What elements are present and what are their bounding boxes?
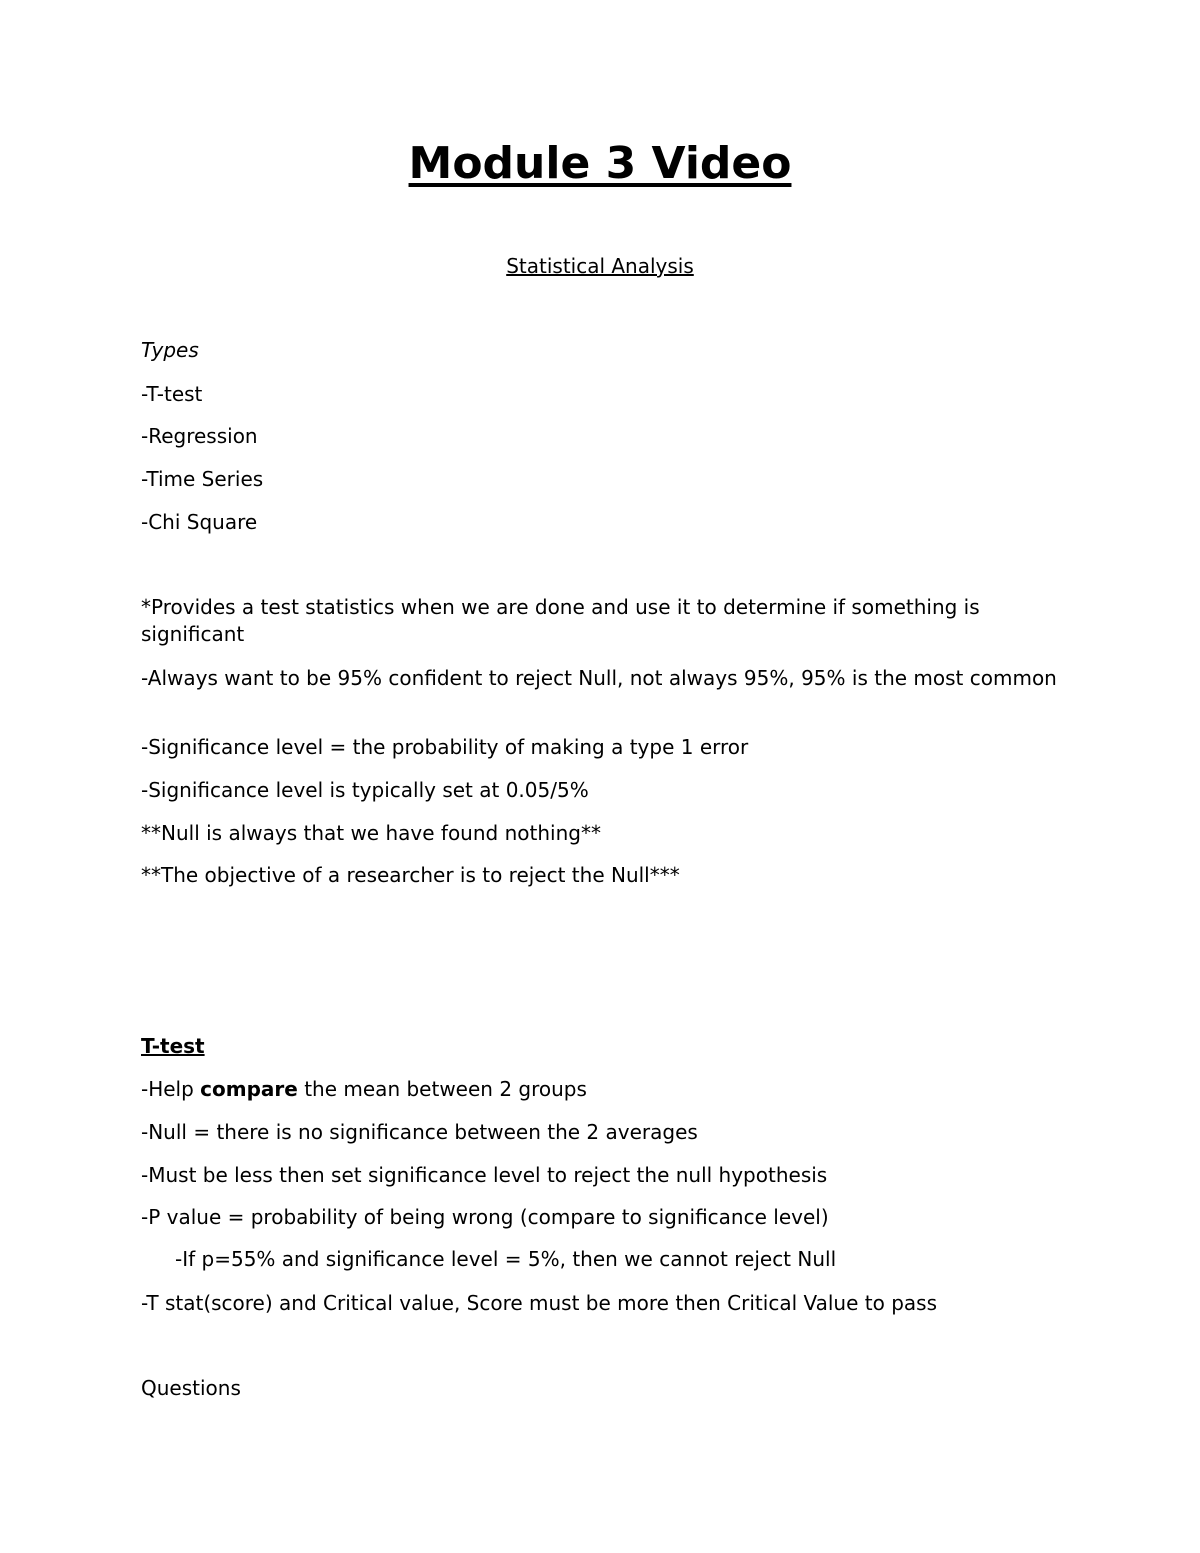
ttest-help-bold: compare [200, 1077, 298, 1101]
ttest-null-line: -Null = there is no significance between the 2 averages [141, 1120, 698, 1144]
ttest-example-line: -If p=55% and significance level = 5%, then we cannot reject Null [175, 1247, 837, 1271]
note-test-statistics: *Provides a test statistics when we are done and use it to determine if something is significant [141, 595, 980, 646]
ttest-help-suffix: the mean between 2 groups [297, 1077, 587, 1101]
document-subtitle: Statistical Analysis [506, 254, 694, 278]
note-researcher-objective: **The objective of a researcher is to reject the Null*** [141, 863, 680, 887]
note-null-definition: **Null is always that we have found nothing** [141, 821, 601, 845]
note-significance-definition: -Significance level = the probability of making a type 1 error [141, 735, 749, 759]
note-significance-typical: -Significance level is typically set at 0.05/5% [141, 778, 589, 802]
ttest-help-prefix: -Help [141, 1077, 201, 1101]
types-item-regression: -Regression [141, 424, 258, 448]
questions-label: Questions [141, 1376, 241, 1400]
types-item-chi-square: -Chi Square [141, 510, 258, 534]
note-confidence: -Always want to be 95% confident to reject Null, not always 95%, 95% is the most common [141, 666, 1057, 690]
ttest-p-value-line: -P value = probability of being wrong (compare to significance level) [141, 1205, 829, 1229]
ttest-help-line [141, 1076, 587, 1103]
types-item-ttest: -T-test [141, 382, 203, 406]
ttest-tstat-line: -T stat(score) and Critical value, Score must be more then Critical Value to pass [141, 1291, 937, 1315]
document-title: Module 3 Video [408, 138, 792, 189]
types-item-time-series: -Time Series [141, 467, 264, 491]
ttest-heading: T-test [141, 1034, 205, 1058]
types-heading: Types [141, 338, 199, 362]
ttest-significance-line: -Must be less then set significance level to reject the null hypothesis [141, 1163, 828, 1187]
